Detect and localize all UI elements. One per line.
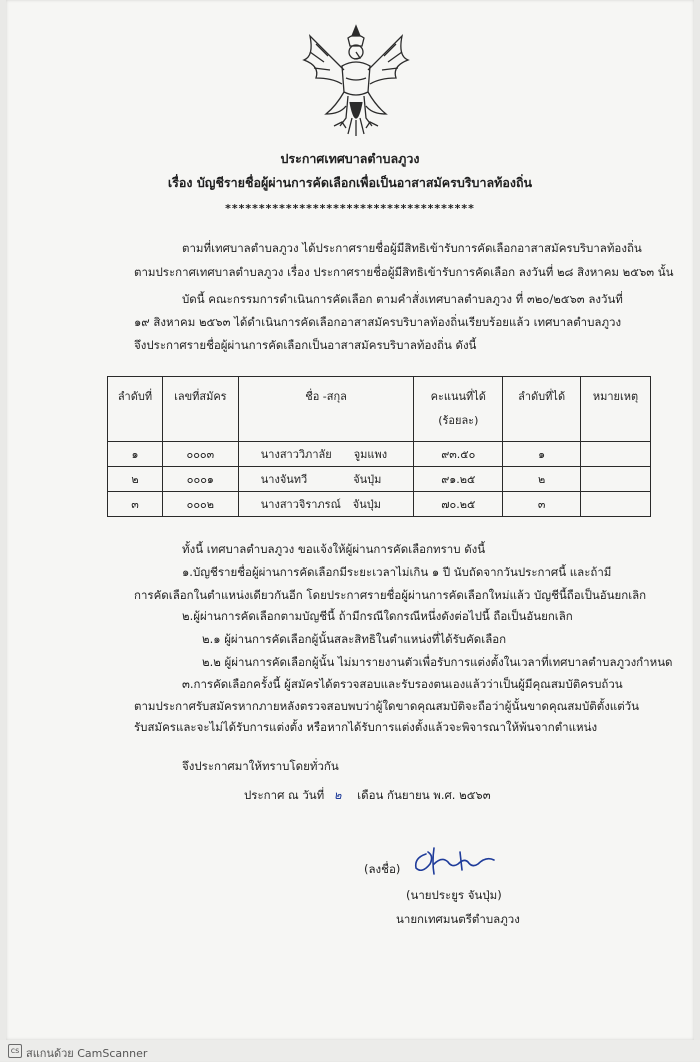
first-name: นางสาวจิราภรณ์ (260, 498, 341, 511)
date-day: ๒ (333, 788, 342, 802)
cell-score: ๗๐.๒๕ (414, 492, 503, 517)
cell-remark (581, 492, 651, 517)
condition-2-2: ๒.๒ ผู้ผ่านการคัดเลือกผู้นั้น ไม่มารายงานตัวเพื่อรับการแต่งตั้งในเวลาที่เทศบาลตำบลภูวงกำหนด (202, 655, 673, 669)
surname: จันปุ่ม (353, 473, 382, 486)
scanner-footer-text: สแกนด้วย CamScanner (26, 1047, 148, 1060)
col-header-name: ชื่อ -สกุล (238, 377, 414, 442)
conditions-intro: ทั้งนี้ เทศบาลตำบลภูวง ขอแจ้งให้ผู้ผ่านการคัดเลือกทราบ ดังนี้ (182, 542, 486, 556)
condition-3-line3: รับสมัครและจะไม่ได้รับการแต่งตั้ง หรือหากได้รับการแต่งตั้งแล้วจะพิจารณาให้พ้นจากตำแหน่ง (134, 720, 598, 734)
col-header-applicant-no: เลขที่สมัคร (162, 377, 238, 442)
announcement-org: ประกาศเทศบาลตำบลภูวง (280, 151, 420, 166)
cell-name (238, 492, 414, 517)
announce-date (244, 788, 491, 802)
para2-line1: บัดนี้ คณะกรรมการดำเนินการคัดเลือก ตามคำสั่งเทศบาลตำบลภูวง ที่ ๓๒๐/๒๕๖๓ ลงวันที่ (182, 292, 623, 306)
cell-rank: ๓ (503, 492, 581, 517)
cell-name (238, 467, 414, 492)
date-prefix: ประกาศ ณ วันที่ (244, 788, 325, 802)
table-row (108, 492, 651, 517)
para2-line2: ๑๙ สิงหาคม ๒๕๖๓ ได้ดำเนินการคัดเลือกอาสาสมัครบริบาลท้องถิ่นเรียบร้อยแล้ว เทศบาลตำบลภูวง (134, 315, 622, 329)
cell-name (238, 442, 414, 467)
cell-applicant-no: ๐๐๐๒ (162, 492, 238, 517)
closing-announce: จึงประกาศมาให้ทราบโดยทั่วกัน (182, 759, 339, 773)
col-header-rank: ลำดับที่ได้ (503, 377, 581, 442)
signer-position: นายกเทศมนตรีตำบลภูวง (396, 912, 520, 926)
col-header-order: ลำดับที่ (108, 377, 163, 442)
cell-order: ๑ (108, 442, 163, 467)
surname: จูมแพง (353, 448, 388, 461)
first-name: นางจันทวี (260, 473, 308, 486)
condition-3-line2: ตามประกาศรับสมัครหากภายหลังตรวจสอบพบว่าผู้ใดขาดคุณสมบัติจะถือว่าผู้นั้นขาดคุณสมบัติตั้งแต่วัน (134, 699, 640, 713)
para1-line1: ตามที่เทศบาลตำบลภูวง ได้ประกาศรายชื่อผู้มีสิทธิเข้ารับการคัดเลือกอาสาสมัครบริบาลท้องถิ่น (182, 241, 642, 255)
cell-remark (581, 442, 651, 467)
announcement-subject: เรื่อง บัญชีรายชื่อผู้ผ่านการคัดเลือกเพื่อเป็นอาสาสมัครบริบาลท้องถิ่น (167, 175, 533, 190)
table-row (108, 467, 651, 492)
garuda-emblem-icon (296, 22, 416, 140)
document-page (6, 0, 694, 1040)
col-header-score-line1: คะแนนที่ได้ (430, 390, 486, 403)
condition-2-1: ๒.๑ ผู้ผ่านการคัดเลือกผู้นั้นสละสิทธิในตำแหน่งที่ได้รับคัดเลือก (202, 632, 507, 646)
table-row (108, 442, 651, 467)
condition-3-line1: ๓.การคัดเลือกครั้งนี้ ผู้สมัครได้ตรวจสอบและรับรองตนเองแล้วว่าเป็นผู้มีคุณสมบัติครบถ้วน (182, 677, 623, 691)
condition-1-line2: การคัดเลือกในตำแหน่งเดียวกันอีก โดยประกาศรายชื่อผู้ผ่านการคัดเลือกใหม่แล้ว บัญชีนี้ถือเป็นอันยกเลิก (134, 588, 647, 602)
para1-line2: ตามประกาศเทศบาลตำบลภูวง เรื่อง ประกาศรายชื่อผู้มีสิทธิเข้ารับการคัดเลือก ลงวันที่ ๒๘ สิงหาคม ๒๕๖๓ นั้น (134, 265, 674, 279)
col-header-remark: หมายเหตุ (581, 377, 651, 442)
date-suffix: เดือน กันยายน พ.ศ. ๒๕๖๓ (357, 788, 491, 802)
scanner-footer (0, 1040, 700, 1061)
table-header-row (108, 377, 651, 442)
camscanner-icon: cs (8, 1044, 22, 1058)
surname: จันปุ่ม (352, 498, 381, 511)
results-table (107, 376, 651, 517)
cell-score: ๙๓.๕๐ (414, 442, 503, 467)
cell-applicant-no: ๐๐๐๓ (162, 442, 238, 467)
signer-name: (นายประยูร จันปุ่ม) (406, 888, 502, 902)
first-name: นางสาววิภาลัย (260, 448, 332, 461)
sign-label: (ลงชื่อ) (364, 862, 401, 876)
cell-remark (581, 467, 651, 492)
col-header-score (414, 377, 503, 442)
handwritten-signature (408, 844, 500, 878)
cell-order: ๓ (108, 492, 163, 517)
cell-rank: ๑ (503, 442, 581, 467)
col-header-score-line2: (ร้อยละ) (438, 414, 479, 427)
para2-line3: จึงประกาศรายชื่อผู้ผ่านการคัดเลือกเป็นอาสาสมัครบริบาลท้องถิ่น ดังนี้ (134, 338, 477, 352)
star-divider: ************************************* (225, 202, 475, 215)
cell-applicant-no: ๐๐๐๑ (162, 467, 238, 492)
cell-rank: ๒ (503, 467, 581, 492)
cell-score: ๙๑.๒๕ (414, 467, 503, 492)
condition-1-line1: ๑.บัญชีรายชื่อผู้ผ่านการคัดเลือกมีระยะเวลาไม่เกิน ๑ ปี นับถัดจากวันประกาศนี้ และถ้ามี (182, 565, 612, 579)
cell-order: ๒ (108, 467, 163, 492)
condition-2: ๒.ผู้ผ่านการคัดเลือกตามบัญชีนี้ ถ้ามีกรณีใดกรณีหนึ่งดังต่อไปนี้ ถือเป็นอันยกเลิก (182, 609, 573, 623)
